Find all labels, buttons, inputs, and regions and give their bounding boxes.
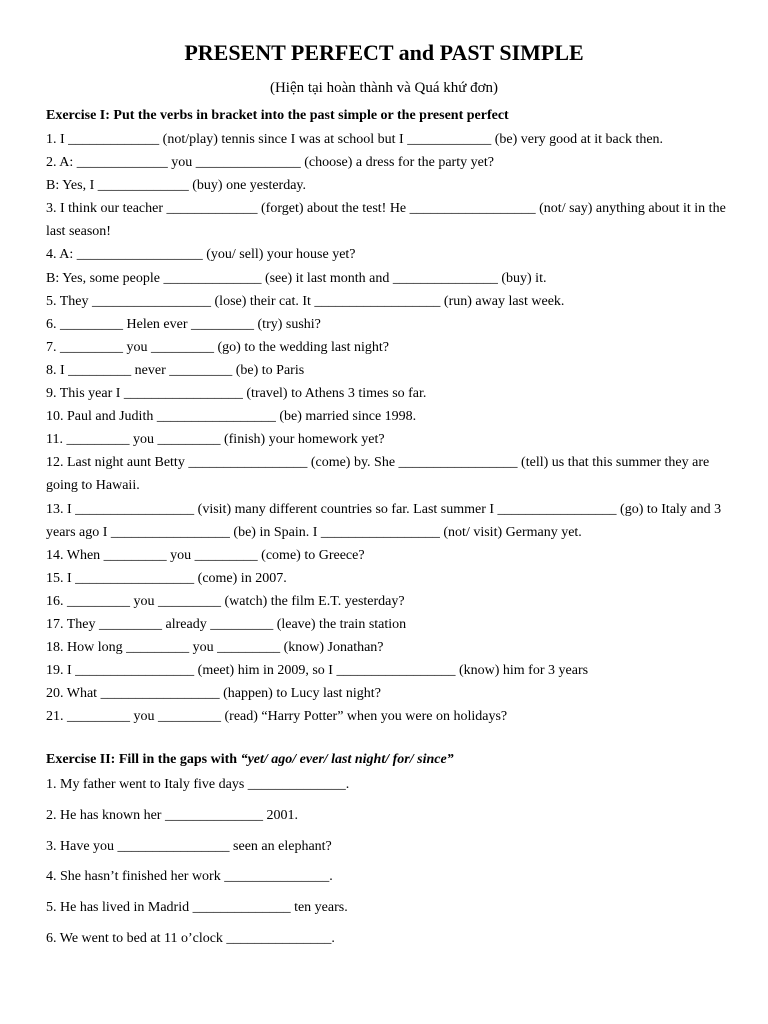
exercise1-item: 7. _________ you _________ (go) to the wedding last night?: [46, 339, 389, 355]
exercise1-item: 4. A: __________________ (you/ sell) your house yet?: [46, 247, 356, 263]
exercise1-item: 13. I _________________ (visit) many different countries so far. Last summer I _________________ (go) to Italy and 3 years ago I _________________ (be) in Spain. I _________________ (not/ visit) Germany yet.: [46, 501, 722, 540]
exercise1-item: 3. I think our teacher _____________ (forget) about the test! He __________________ (not/ say) anything about it in the last season!: [46, 201, 726, 240]
exercise1-item: 19. I _________________ (meet) him in 2009, so I _________________ (know) him for 3 years: [46, 663, 589, 679]
exercise1-item: 17. They _________ already _________ (leave) the train station: [46, 616, 407, 632]
exercise2-heading: [46, 752, 454, 768]
exercise2-heading-prefix: Exercise II: Fill in the gaps with: [46, 752, 241, 767]
exercise1-item: B: Yes, I _____________ (buy) one yesterday.: [46, 178, 307, 194]
exercise2-item: 3. Have you ________________ seen an elephant?: [46, 838, 332, 854]
exercise1-item: B: Yes, some people ______________ (see) it last month and _______________ (buy) it.: [46, 270, 547, 286]
exercise1-item: 21. _________ you _________ (read) “Harry Potter” when you were on holidays?: [46, 709, 508, 725]
exercise1-item: 10. Paul and Judith _________________ (be) married since 1998.: [46, 409, 417, 425]
exercise1-heading: Exercise I: Put the verbs in bracket into the past simple or the present perfect: [46, 108, 509, 123]
exercise1-item: 11. _________ you _________ (finish) your homework yet?: [46, 432, 385, 448]
exercise1-item: 16. _________ you _________ (watch) the film E.T. yesterday?: [46, 593, 405, 609]
exercise1-item: 6. _________ Helen ever _________ (try) sushi?: [46, 316, 321, 332]
exercise2-heading-word-list: “yet/ ago/ ever/ last night/ for/ since”: [240, 752, 454, 767]
exercise1-item: 12. Last night aunt Betty _________________ (come) by. She _________________ (tell) us that this summer they are going to Hawaii.: [46, 455, 710, 494]
exercise1-item: 1. I _____________ (not/play) tennis since I was at school but I ____________ (be) very good at it back then.: [46, 132, 664, 147]
exercise2-item: 5. He has lived in Madrid ______________ ten years.: [46, 900, 348, 916]
exercise2-list: [46, 775, 726, 960]
exercise2-item: 6. We went to bed at 11 o’clock _______________.: [46, 930, 335, 946]
exercise1-item: 14. When _________ you _________ (come) to Greece?: [46, 547, 365, 563]
exercise2-item: 2. He has known her ______________ 2001.: [46, 807, 298, 823]
exercise1-item: 5. They _________________ (lose) their cat. It __________________ (run) away last week.: [46, 293, 565, 309]
exercise1-list: [46, 128, 726, 728]
exercise1-item: 15. I _________________ (come) in 2007.: [46, 570, 287, 586]
exercise1-item: 2. A: _____________ you _______________ (choose) a dress for the party yet?: [46, 155, 494, 171]
exercise2-item: 1. My father went to Italy five days ______________.: [46, 777, 350, 792]
exercise1-item: 8. I _________ never _________ (be) to Paris: [46, 362, 305, 378]
exercise2-item: 4. She hasn’t finished her work _______________.: [46, 869, 333, 885]
page-title: PRESENT PERFECT and PAST SIMPLE: [184, 40, 584, 65]
exercise1-item: 18. How long _________ you _________ (know) Jonathan?: [46, 640, 384, 656]
exercise1-item: 9. This year I _________________ (travel) to Athens 3 times so far.: [46, 386, 427, 402]
page-subtitle: (Hiện tại hoàn thành và Quá khứ đơn): [269, 80, 499, 96]
exercise1-item: 20. What _________________ (happen) to Lucy last night?: [46, 686, 381, 702]
